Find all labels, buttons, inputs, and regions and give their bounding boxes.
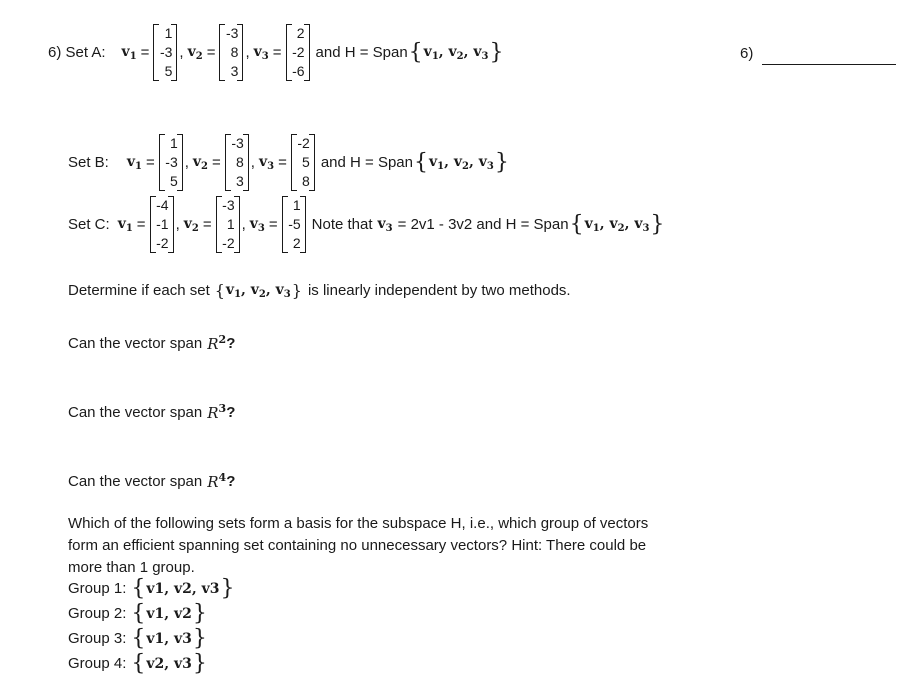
basis-question-line-1: Which of the following sets form a basis for the subspace H, i.e., which group of vectors xyxy=(68,515,649,532)
set-b-v2-matrix: -3 8 3 xyxy=(225,134,249,191)
set-c-label: Set C: xyxy=(68,216,110,233)
set-b-v3-matrix: -2 5 8 xyxy=(291,134,315,191)
set-c-v2-matrix: -3 1 -2 xyxy=(216,196,240,253)
set-c-row: Set C: $v_1$ = -4 -1 -2 , $v_2$ = -3 1 -2 , $v_3$ = 1 -5 2 Note that $v_3$ = 2v1 - 3v2 and H = Span { $v_1$, $v_2$, $v_3$ } xyxy=(68,197,665,251)
set-b-span-text: and H = Span xyxy=(320,154,413,171)
set-a-v1-matrix: 1 -3 5 xyxy=(153,24,177,81)
set-c-v1-matrix: -4 -1 -2 xyxy=(150,196,174,253)
answer-label: 6) xyxy=(740,45,754,62)
answer-blank[interactable] xyxy=(762,64,896,65)
basis-question-line-3: more than 1 group. xyxy=(68,559,195,576)
determine-instruction: Determine if each set { $v_1$, $v_2$, $v_3$ } is linearly independent by two methods. xyxy=(68,281,571,300)
set-c-relation: = 2v1 - 3v2 and H = Span xyxy=(397,216,569,233)
span-question-r4: Can the vector span $R^4$ ? xyxy=(68,471,236,491)
equals-sign: = xyxy=(140,44,150,61)
basis-question-line-2: form an efficient spanning set containing no unnecessary vectors? Hint: There could be xyxy=(68,537,647,554)
set-b-v1-matrix: 1 -3 5 xyxy=(159,134,183,191)
group-1: Group 1: { v1, v2, v3 } xyxy=(68,576,235,601)
set-a-v3-matrix: 2 -2 -6 xyxy=(286,24,310,81)
group-2: Group 2: { v1, v2 } xyxy=(68,601,207,626)
span-question-r3: Can the vector span $R^3$ ? xyxy=(68,402,236,422)
set-c-v3-matrix: 1 -5 2 xyxy=(282,196,306,253)
v2-name: $v_2$ xyxy=(187,43,203,62)
set-a-v2-matrix: -3 8 3 xyxy=(219,24,243,81)
v3-name: $v_3$ xyxy=(253,43,269,62)
set-b-label: Set B: xyxy=(68,154,109,171)
group-4: Group 4: { v2, v3 } xyxy=(68,651,207,676)
set-b-row: Set B: $v_1$ = 1 -3 5 , $v_2$ = -3 8 3 , $v_3$ = -2 5 8 and H = Span { $v_1$, $v_2$, $v_3$ } xyxy=(68,135,509,189)
span-members: $v_1$, $v_2$, $v_3$ xyxy=(423,43,489,62)
set-c-note: Note that xyxy=(311,216,373,233)
span-question-r2: Can the vector span $R^2$ ? xyxy=(68,333,236,353)
set-a-span-text: and H = Span xyxy=(315,44,408,61)
group-3: Group 3: { v1, v3 } xyxy=(68,626,207,651)
v1-name: $v_1$ xyxy=(121,43,137,62)
set-a-label: 6) Set A: xyxy=(48,44,106,61)
set-a-row: 6) Set A: $v_1$ = 1 -3 5 , $v_2$ = -3 8 3 , $v_3$ = 2 -2 -6 and H = Span { $v_1$, $v_2$, $v_3$ } xyxy=(48,25,504,79)
